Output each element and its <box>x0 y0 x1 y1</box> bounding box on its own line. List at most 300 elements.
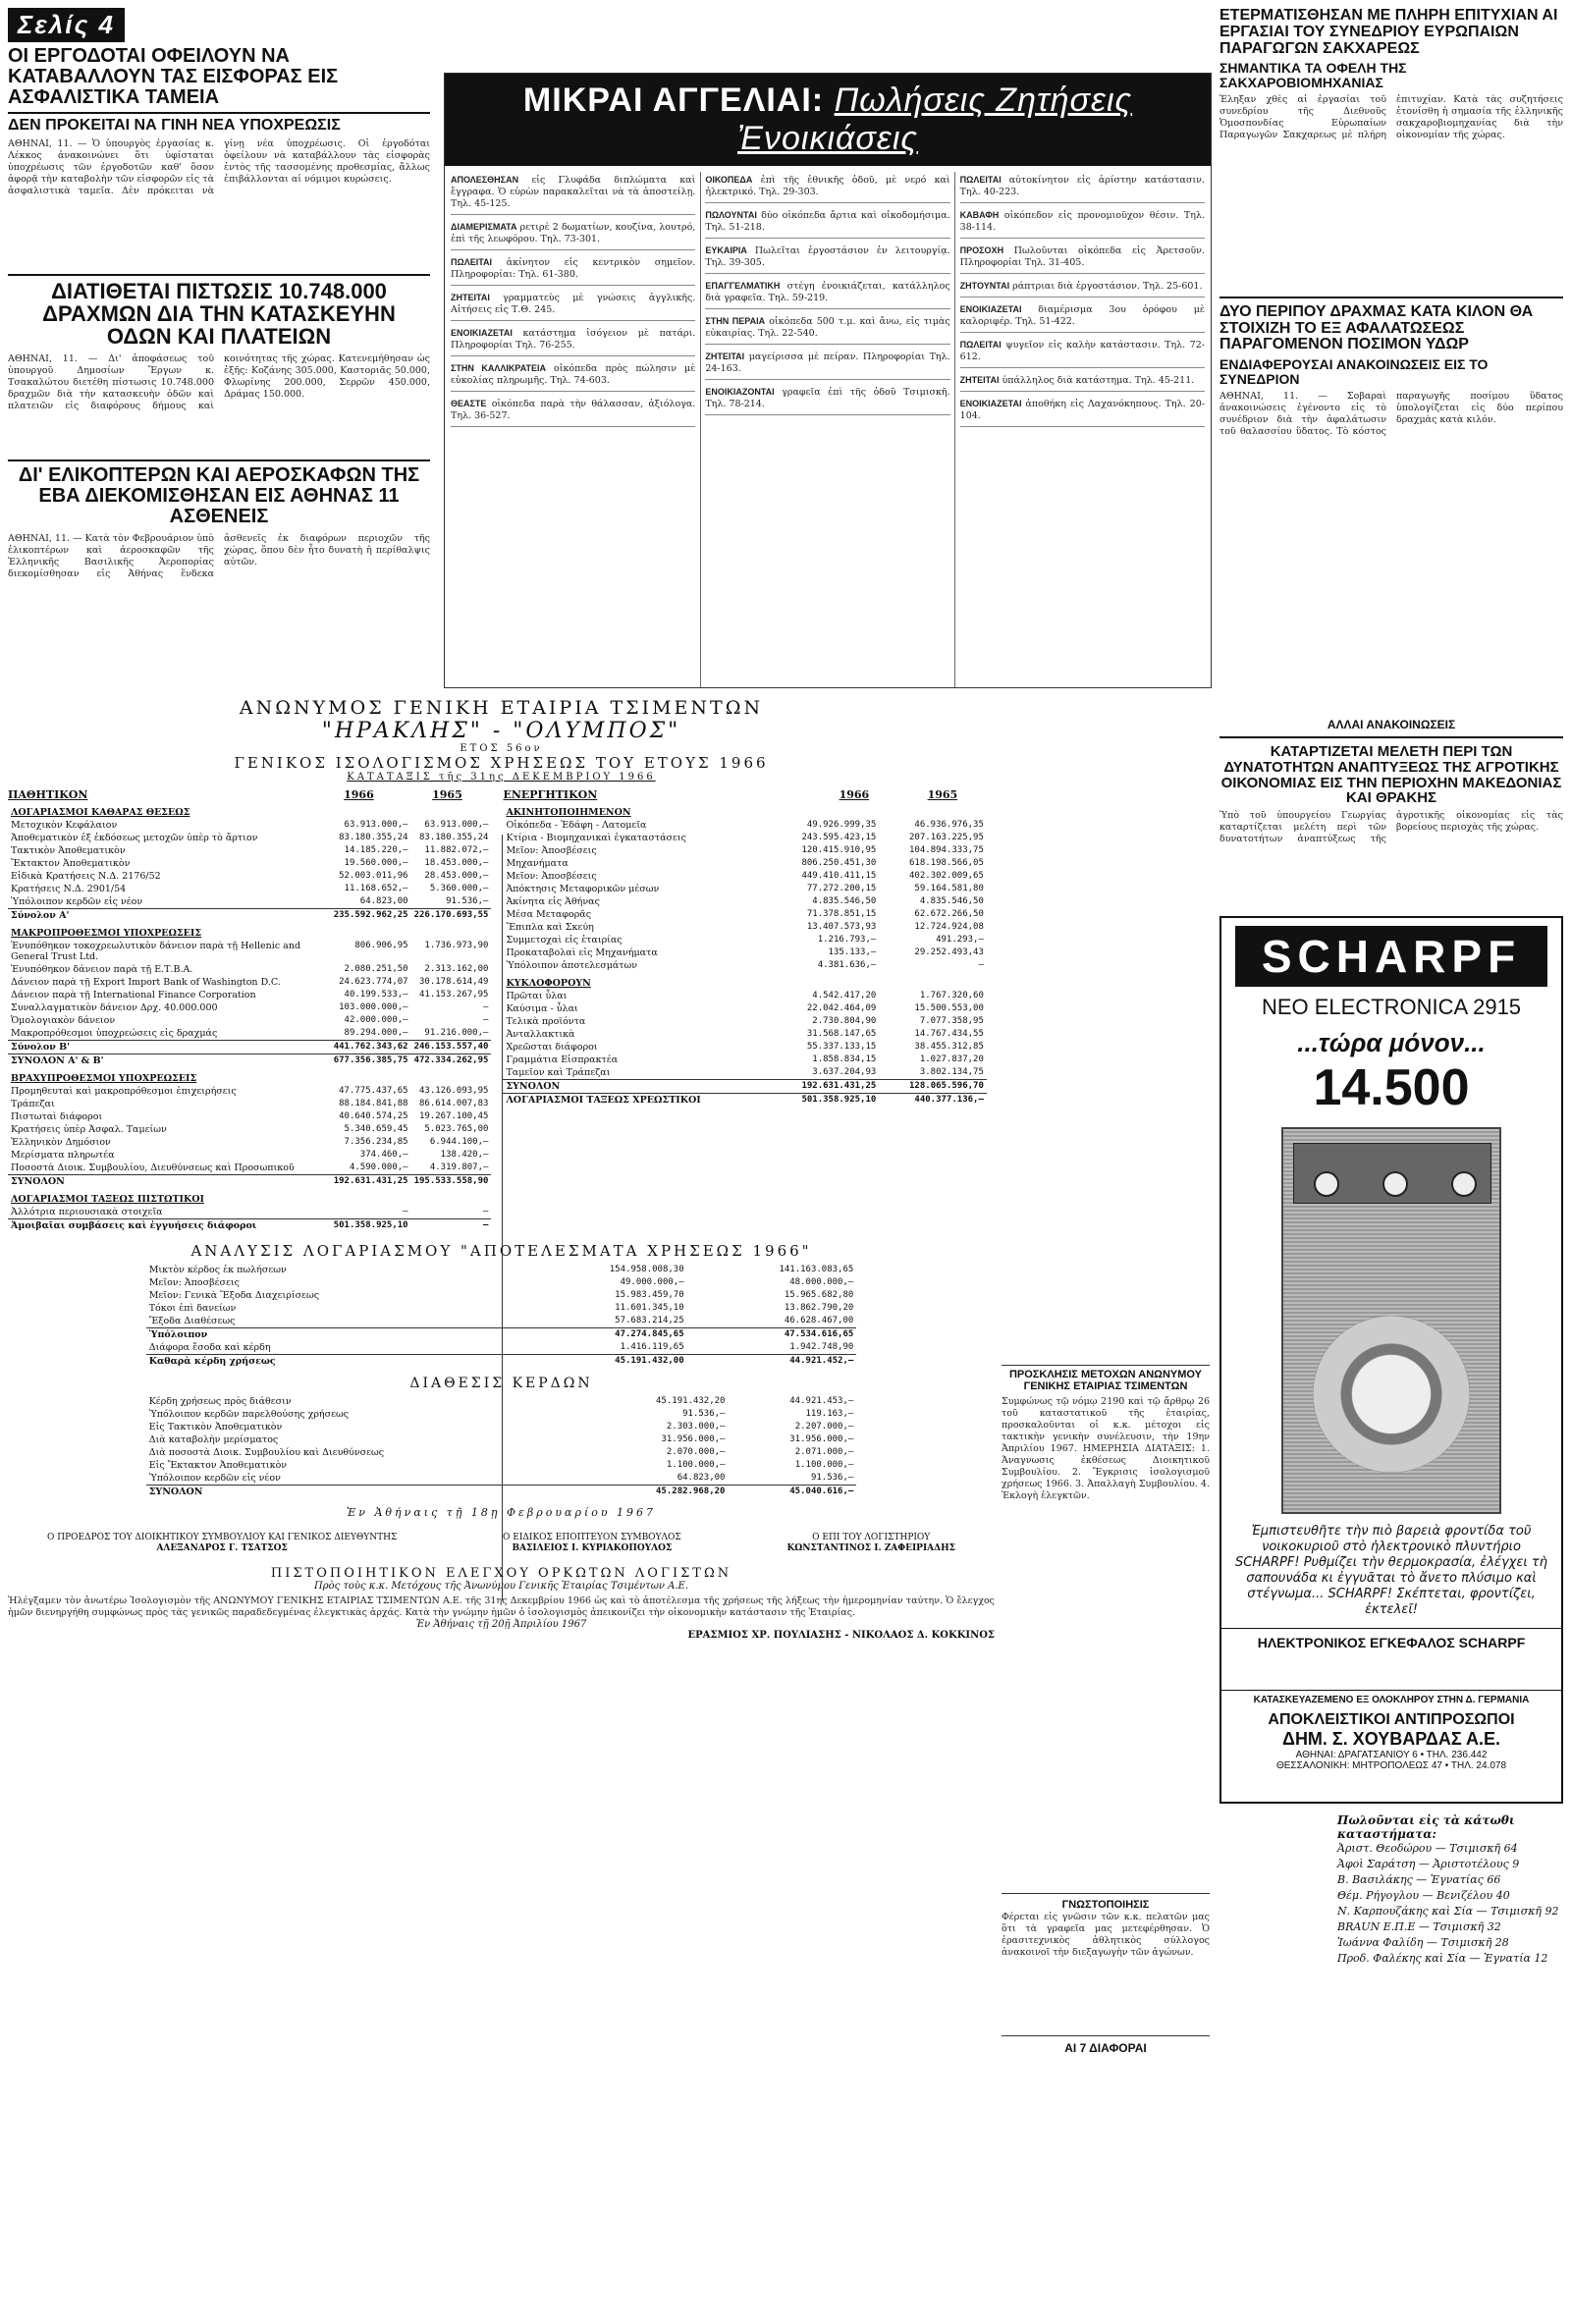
classified-ad-text: εἰς Γλυφάδα διπλώματα καὶ ἔγγραφα. Ὁ εὑρὼν παρακαλεῖται νὰ τὰ ἀποστείλῃ. Τηλ. 45-125. <box>451 175 696 209</box>
pl-title: ΑΝΑΛΥΣΙΣ ΛΟΓΑΡΙΑΣΜΟΥ "ΑΠΟΤΕΛΕΣΜΑΤΑ ΧΡΗΣΕΩΣ 1966" <box>190 1242 812 1260</box>
company-year: ΕΤΟΣ 56ον <box>460 743 543 754</box>
scharpf-model: ΝΕΟ ELECTRONICA 2915 <box>1261 995 1522 1020</box>
balance-row <box>8 922 491 940</box>
row-label: Ἀνταλλακτικὰ <box>506 1029 575 1040</box>
passive-side <box>8 788 491 1232</box>
classified-ad-heading: ΠΡΟΣΟΧΗ <box>959 245 1004 255</box>
balance-row <box>8 801 491 819</box>
row-label: Ὑπόλοιπον κερδῶν εἰς νέον <box>11 896 143 907</box>
classified-ad <box>960 278 1205 297</box>
classified-ad <box>451 360 695 392</box>
classified-ad <box>960 396 1205 427</box>
value-1966: 47.775.437,65 <box>339 1086 408 1096</box>
value-1965: 7.077.358,95 <box>919 1016 984 1026</box>
classified-ad <box>451 290 695 321</box>
value-1966: 806.250.451,30 <box>801 858 877 868</box>
value-1965: 1.736.973,90 <box>424 941 489 950</box>
balance-row <box>8 844 491 857</box>
value-1966: 4.542.417,20 <box>812 991 877 1000</box>
classified-ad <box>451 219 695 250</box>
row-label: ΣΥΝΟΛΟΝ <box>8 1175 331 1189</box>
value-1966: 192.631.431,25 <box>331 1175 411 1189</box>
balance-row <box>8 1027 491 1041</box>
classifieds-title: ΜΙΚΡΑΙ ΑΓΓΕΛΙΑΙ: <box>522 81 825 119</box>
active-side <box>503 788 986 1232</box>
balance-row <box>8 1041 491 1054</box>
balance-row <box>8 1136 491 1149</box>
balance-row <box>8 1206 491 1219</box>
value-1965: — <box>483 1015 489 1025</box>
balance-row <box>8 819 491 832</box>
right-column <box>1219 8 1563 2315</box>
value-1965: 19.267.100,45 <box>418 1111 489 1121</box>
balance-row <box>503 1094 986 1108</box>
col-1966-heading-active: 1966 <box>839 788 870 801</box>
value-1965: 48.000.000,— <box>789 1277 854 1287</box>
classified-ad-heading: ΕΝΟΙΚΙΑΖΕΤΑΙ <box>959 304 1022 314</box>
value-1965: 4.319.807,— <box>429 1162 489 1172</box>
value-1966 <box>772 972 880 990</box>
value-1965: — <box>411 1219 492 1233</box>
left-column <box>8 8 430 685</box>
classified-ad-text: ἀκίνητον εἰς κεντρικὸν σημεῖον. Πληροφορίαι: Τηλ. 61-380. <box>451 257 696 280</box>
row-label: ΚΥΚΛΟΦΟΡΟΥΝ <box>506 978 591 989</box>
value-1966: 14.185.220,— <box>344 845 408 855</box>
value-1966: 64.823,00 <box>677 1473 726 1483</box>
value-1966: 64.823,00 <box>359 896 408 906</box>
row-label: Καθαρὰ κέρδη χρήσεως <box>146 1355 517 1369</box>
row-label: Μεῖον: Ἀποσβέσεις <box>506 845 597 856</box>
value-1965: 46.628.467,00 <box>784 1316 854 1325</box>
value-1966: 13.407.573,93 <box>806 922 877 932</box>
row-label: ΣΥΝΟΛΟΝ <box>146 1486 590 1499</box>
classified-ad-heading: ΔΙΑΜΕΡΙΣΜΑΤΑ <box>451 222 517 232</box>
dealers-title: Πωλοῦνται εἰς τὰ κάτωθι καταστήματα: <box>1337 1813 1515 1842</box>
row-label: ΑΚΙΝΗΤΟΠΟΙΗΜΕΝΟΝ <box>506 807 631 818</box>
balance-row <box>8 1085 491 1098</box>
value-1965: 18.453.000,— <box>424 858 489 868</box>
value-1966: 45.191.432,00 <box>517 1355 687 1369</box>
row-label: Μικτὸν κέρδος ἐκ πωλήσεων <box>148 1265 287 1275</box>
value-1966: 2.080.251,50 <box>344 964 408 974</box>
dealer-item: Ν. Καρπουζάκης καὶ Σία — Τσιμισκῆ 92 <box>1337 1905 1559 1919</box>
balance-row <box>503 857 986 870</box>
value-1966: 45.282.968,20 <box>590 1486 729 1499</box>
value-1965 <box>411 801 492 819</box>
classified-ad-text: ὑπάλληλος διὰ κατάστημα. Τηλ. 45-211. <box>1002 375 1195 386</box>
value-1966: 57.683.214,25 <box>615 1316 684 1325</box>
classified-ad <box>705 172 949 203</box>
row-label: Κρατήσεις ὑπὲρ Ἀσφαλ. Ταμείων <box>11 1124 167 1135</box>
value-1966: 88.184.841,88 <box>339 1099 408 1108</box>
row-label: Δάνειον παρὰ τῇ International Finance Corporation <box>11 990 256 1000</box>
balance-row <box>503 908 986 921</box>
row-label: Διὰ ποσοστὰ Διοικ. Συμβουλίου καὶ Διευθύνσεως <box>148 1447 385 1458</box>
scharpf-price: 14.500 <box>1313 1059 1470 1117</box>
col-1966-heading: 1966 <box>344 788 374 801</box>
value-1966: 7.356.234,85 <box>344 1137 408 1147</box>
value-1966: 40.199.533,— <box>344 990 408 1000</box>
value-1966: 19.560.000,— <box>344 858 408 868</box>
value-1966: 89.294.000,— <box>344 1028 408 1038</box>
value-1965: 14.767.434,55 <box>914 1029 984 1039</box>
row-label: Εἰς Τακτικὸν Ἀποθεματικὸν <box>148 1422 283 1432</box>
classified-ad-heading: ΕΥΚΑΙΡΙΑ <box>705 245 747 255</box>
balance-row <box>8 1054 491 1068</box>
value-1966: 77.272.200,15 <box>806 884 877 893</box>
balance-row <box>503 972 986 990</box>
balance-row <box>8 976 491 989</box>
classified-ad-text: Πωλεῖται ἐργοστάσιον ἐν λειτουργίᾳ. Τηλ. 39-305. <box>705 245 950 268</box>
value-1966 <box>331 1188 411 1206</box>
row-label: Ὁμολογιακὸν δάνειον <box>11 1015 116 1026</box>
balance-row <box>503 832 986 844</box>
value-1965: 226.170.693,55 <box>411 909 492 923</box>
classified-ad-text: οἰκόπεδα παρὰ τὴν θάλασσαν, ἀξιόλογα. Τηλ. 36-527. <box>451 399 696 421</box>
value-1965 <box>411 1188 492 1206</box>
classified-ad-text: ψυγεῖον εἰς καλὴν κατάστασιν. Τηλ. 72-612. <box>959 340 1205 362</box>
value-1965: 1.027.837,20 <box>919 1054 984 1064</box>
value-1965: 31.956.000,— <box>789 1434 854 1444</box>
balance-row <box>503 959 986 972</box>
dial-icon <box>1314 1171 1339 1197</box>
value-1966: 11.168.652,— <box>344 884 408 893</box>
balance-row <box>503 921 986 934</box>
scharpf-rep-addr2: ΘΕΣΣΑΛΟΝΙΚΗ: ΜΗΤΡΟΠΟΛΕΩΣ 47 • ΤΗΛ. 24.078 <box>1275 1760 1507 1772</box>
value-1965: 3.802.134,75 <box>919 1067 984 1077</box>
sig-name: ΑΛΕΞΑΝΔΡΟΣ Γ. ΤΣΑΤΣΟΣ <box>156 1543 288 1553</box>
value-1966: 71.378.851,15 <box>806 909 877 919</box>
balance-row <box>8 1162 491 1175</box>
classified-ad-text: γραφεῖα ἐπὶ τῆς ὁδοῦ Τσιμισκῆ. Τηλ. 78-214. <box>705 387 950 409</box>
row-label: Ἐνυπόθηκον τοκοχρεωλυτικὸν δάνειον παρὰ τῇ Hellenic and General Trust Ltd. <box>11 941 301 962</box>
value-1966: 11.601.345,10 <box>615 1303 684 1313</box>
balance-row <box>8 895 491 909</box>
balance-row <box>8 883 491 895</box>
value-1966: 374.460,— <box>359 1150 408 1160</box>
value-1965: 6.944.100,— <box>429 1137 489 1147</box>
classifieds-banner <box>445 74 1211 166</box>
row-label: Μετοχικὸν Κεφάλαιον <box>11 820 118 831</box>
classified-ad <box>451 254 695 286</box>
value-1965: 45.040.616,— <box>728 1486 856 1499</box>
balance-row <box>503 819 986 832</box>
value-1965: 5.360.000,— <box>429 884 489 893</box>
row-label: Ταμεῖον καὶ Τράπεζαι <box>506 1067 611 1078</box>
value-1966: 4.835.546,50 <box>812 896 877 906</box>
value-1965: 59.164.581,80 <box>914 884 984 893</box>
value-1965: 12.724.924,08 <box>914 922 984 932</box>
classified-ad <box>960 301 1205 333</box>
value-1966: 31.956.000,— <box>661 1434 726 1444</box>
dealer-item: Προδ. Φαλέκης καὶ Σία — Ἐγνατία 12 <box>1337 1952 1548 1966</box>
row-label: Μερίσματα πληρωτέα <box>11 1150 115 1161</box>
balance-row <box>8 1219 491 1233</box>
value-1965 <box>411 1067 492 1085</box>
value-1965: — <box>978 960 984 970</box>
value-1965: 195.533.558,90 <box>411 1175 492 1189</box>
classified-ad <box>451 325 695 356</box>
balance-row <box>503 1015 986 1028</box>
value-1965: 28.453.000,— <box>424 871 489 881</box>
value-1965: 491.293,— <box>936 935 984 945</box>
row-label: Ἔπιπλα καὶ Σκεύη <box>506 922 594 933</box>
row-label: Ἐνυπόθηκον δάνειον παρὰ τῇ Ε.Τ.Β.Α. <box>11 964 193 975</box>
row-label: Ἀλλότρια περιουσιακὰ στοιχεῖα <box>11 1207 163 1217</box>
classifieds-section <box>444 73 1212 688</box>
classified-ad <box>705 243 949 274</box>
classified-ad-text: αὐτοκίνητον εἰς ἀρίστην κατάστασιν. Τηλ. 40-223. <box>959 175 1205 197</box>
sig-role: Ο ΕΙΔΙΚΟΣ ΕΠΟΠΤΕΥΟΝ ΣΥΜΒΟΥΛΟΣ <box>503 1533 681 1542</box>
classified-ad <box>705 278 949 309</box>
shareholders-title: ΠΡΟΣΚΛΗΣΙΣ ΜΕΤΟΧΩΝ ΑΝΩΝΥΜΟΥ ΓΕΝΙΚΗΣ ΕΤΑΙΡΙΑΣ ΤΣΙΜΕΝΤΩΝ <box>1008 1369 1203 1392</box>
right-story2-box-title: ΑΛΛΑΙ ΑΝΑΚΟΙΝΩΣΕΙΣ <box>1327 717 1456 731</box>
value-1965: 91.536,— <box>810 1473 854 1483</box>
value-1966 <box>331 801 411 819</box>
value-1966: 135.133,— <box>828 947 877 957</box>
value-1965: 402.302.009,65 <box>909 871 984 881</box>
value-1965: 4.835.546,50 <box>919 896 984 906</box>
row-label: ΣΥΝΟΛΟΝ <box>503 1080 771 1094</box>
row-label: ΛΟΓΑΡΙΑΣΜΟΙ ΚΑΘΑΡΑΣ ΘΕΣΕΩΣ <box>11 807 190 818</box>
balance-row <box>8 1067 491 1085</box>
classified-ad-heading: ΚΑΒΑΦΗ <box>959 210 1000 220</box>
row-label: Μεῖον: Ἀποσβέσεις <box>148 1277 240 1288</box>
classified-ad <box>960 337 1205 368</box>
classified-ad-heading: ΠΩΛΕΙΤΑΙ <box>959 175 1002 185</box>
notice-body: Φέρεται εἰς γνῶσιν τῶν κ.κ. πελατῶν μας ὅτι τὰ γραφεῖα μας μετεφέρθησαν. Ὁ ἐρασιτεχνικὸς ἀθλητικὸς σύλλογος ἀνακοινοῖ τὴν διεξαγωγὴν τῶν ἀγώνων. <box>1002 1911 1210 1958</box>
row-label: ΛΟΓΑΡΙΑΣΜΟΙ ΤΑΞΕΩΣ ΠΙΣΤΩΤΙΚΟΙ <box>11 1194 204 1205</box>
balance-row <box>8 989 491 1001</box>
right-story1-body: Ἐληξαν χθὲς αἱ ἐργασίαι τοῦ συνεδρίου τῆς Διεθνοῦς Ὁμοσπονδίας Εὐρωπαίων Παραγωγῶν Σακχαρεως μὲ πλήρη ἐπιτυχίαν. Κατὰ τὰς συζητήσεις ἐτονίσθη ἡ σημασία τῆς ἑλληνικῆς σακχαροβιομηχανίας διὰ τὴν οἰκονομίαν τῆς χώρας. <box>1219 93 1563 140</box>
classifieds-subtitle: Πωλήσεις Ζητήσεις Ἐνοικιάσεις <box>737 81 1133 157</box>
value-1965: 83.180.355,24 <box>418 833 489 842</box>
row-label: Μακροπρόθεσμοι ὑποχρεώσεις εἰς δραχμάς <box>11 1028 218 1039</box>
value-1966: 55.337.133,15 <box>806 1042 877 1052</box>
classified-ad-heading: ΖΗΤΟΥΝΤΑΙ <box>959 281 1010 291</box>
balance-row <box>8 1098 491 1110</box>
value-1966: 31.568.147,65 <box>806 1029 877 1039</box>
value-1966: 501.358.925,10 <box>331 1219 411 1233</box>
classified-ad-heading: ΕΠΑΓΓΕΛΜΑΤΙΚΗ <box>705 281 781 291</box>
balance-row <box>8 1014 491 1027</box>
classified-ad-text: μαγείρισσα μὲ πείραν. Πληροφορίαι Τηλ. 24-163. <box>705 351 950 374</box>
shareholders-body: Συμφώνως τῷ νόμῳ 2190 καὶ τῷ ἄρθρῳ 26 τοῦ καταστατικοῦ τῆς ἑταιρίας, προσκαλοῦνται οἱ κ.κ. μέτοχοι εἰς τακτικὴν γενικὴν συνέλευσιν, τὴν 19ην Ἀπριλίου 1967. ΗΜΕΡΗΣΙΑ ΔΙΑΤΑΞΙΣ: 1. Ἀναγνωσις ἐκθέσεως Διοικητικοῦ Συμβουλίου. 2. Ἔγκρισις ἰσολογισμοῦ χρήσεως 1966. 3. Ἀπαλλαγὴ Συμβουλίου. 4. Ἐκλογὴ ἐλεγκτῶν. <box>1002 1396 1210 1502</box>
balance-row <box>503 1054 986 1066</box>
classified-ad-heading: ΠΩΛΕΙΤΑΙ <box>451 257 493 267</box>
balance-row <box>8 857 491 870</box>
balance-row <box>503 1041 986 1054</box>
right-story1-subhead: ΣΗΜΑΝΤΙΚΑ ΤΑ ΟΦΕΛΗ ΤΗΣ ΣΑΚΧΑΡΟΒΙΟΜΗΧΑΝΙΑΣ <box>1219 60 1407 91</box>
story1-body: ΑΘΗΝΑΙ, 11. — Ὁ ὑπουργὸς ἐργασίας κ. Λέκκος ἀνακοινώνει ὅτι ὑφίσταται ὑποχρέωσις τῶν ἐργοδοτῶν καθ' ὅσον ἀφορᾷ τὴν καταβολὴν τῶν εἰσφορῶν εἰς τὰ ἀσφαλιστικὰ ταμεῖα. Δὲν πρόκειται νὰ γίνῃ νέα ὑποχρέωσις. Οἱ ἐργοδόται ὀφείλουν νὰ καταβάλλουν τὰς εἰσφορὰς ἐντὸς τῆς τασσομένης προθεσμίας, ἄλλως ἐπιβάλλονται αἱ νόμιμοι κυρώσεις. <box>8 137 430 196</box>
balance-row <box>8 1110 491 1123</box>
dealers-list <box>1337 1841 1563 1967</box>
row-label: Πρῶται ὗλαι <box>506 991 568 1001</box>
control-panel <box>1293 1143 1491 1204</box>
washing-machine-image <box>1281 1127 1501 1514</box>
balance-row <box>8 963 491 976</box>
balance-row <box>8 1188 491 1206</box>
scharpf-promo: Ἐμπιστευθῆτε τὴν πιὸ βαρειὰ φροντίδα τοῦ νοικοκυριοῦ στὸ ἠλεκτρονικὸ πλυντήριο SCHARPF! Ρυθμίζει τὴν θερμοκρασία, ἐλέγχει τὴ σαπουνάδα κι ἐγγυᾶται τὸ ἄνετο πλύσιμο καὶ στέγνωμα... SCHARPF! Σκέπτεται, φροντίζει, ἐκτελεῖ! <box>1235 1524 1547 1618</box>
right-story3-body: Ὑπὸ τοῦ ὑπουργείου Γεωργίας καταρτίζεται μελέτη περὶ τῶν δυνατοτήτων ἀναπτύξεως τῆς ἀγροτικῆς οἰκονομίας εἰς τὰς βορείους περιοχὰς τῆς χώρας. <box>1219 810 1563 845</box>
value-1965: 119.163,— <box>805 1409 854 1419</box>
classified-ad <box>960 243 1205 274</box>
value-1966: 42.000.000,— <box>344 1015 408 1025</box>
value-1965: 13.862.790,20 <box>784 1303 854 1313</box>
scharpf-logo: SCHARPF <box>1235 926 1547 987</box>
right-story2-subhead: ΕΝΔΙΑΦΕΡΟΥΣΑΙ ΑΝΑΚΟΙΝΩΣΕΙΣ ΕΙΣ ΤΟ ΣΥΝΕΔΡΙΟΝ <box>1219 356 1489 387</box>
value-1965: 38.455.312,85 <box>914 1042 984 1052</box>
balance-row <box>503 1066 986 1080</box>
balance-row <box>8 1001 491 1014</box>
story3-headline: ΔΙ' ΕΛΙΚΟΠΤΕΡΩΝ ΚΑΙ ΑΕΡΟΣΚΑΦΩΝ ΤΗΣ ΕΒΑ ΔΙΕΚΟΜΙΣΘΗΣΑΝ ΕΙΣ ΑΘΗΝΑΣ 11 ΑΣΘΕΝΕΙΣ <box>18 464 420 528</box>
value-1966: 2.303.000,— <box>666 1422 726 1432</box>
value-1966: 1.216.793,— <box>817 935 877 945</box>
row-label: Εἰδικὰ Κρατήσεις Ν.Δ. 2176/52 <box>11 871 161 882</box>
balance-row <box>503 844 986 857</box>
classified-ad <box>705 313 949 345</box>
page-number-logo <box>8 8 430 42</box>
audit-title: ΠΙΣΤΟΠΟΙΗΤΙΚΟΝ ΕΛΕΓΧΟΥ ΟΡΚΩΤΩΝ ΛΟΓΙΣΤΩΝ <box>270 1566 732 1581</box>
row-label: Ἔξοδα Διαθέσεως <box>148 1316 236 1326</box>
classified-ad-text: Πωλοῦνται οἰκόπεδα εἰς Ἀρετσοῦν. Πληροφορίαι Τηλ. 31-405. <box>959 245 1205 268</box>
classified-ad-text: ράπτριαι διὰ ἐργοστάσιον. Τηλ. 25-601. <box>1012 281 1203 292</box>
value-1966 <box>331 922 411 940</box>
balance-row <box>503 870 986 883</box>
classified-ad-heading: ΠΩΛΟΥΝΤΑΙ <box>705 210 757 220</box>
value-1965: 62.672.266,50 <box>914 909 984 919</box>
row-label: Μηχανήματα <box>506 858 569 869</box>
balance-row <box>8 870 491 883</box>
value-1966: 120.415.910,95 <box>801 845 877 855</box>
value-1966: 49.000.000,— <box>620 1277 684 1287</box>
row-label: Ποσοστὰ Διοικ. Συμβουλίου, Διευθύνσεως καὶ Προσωπικοῦ <box>11 1162 295 1173</box>
value-1966: 83.180.355,24 <box>339 833 408 842</box>
story2-body: ΑΘΗΝΑΙ, 11. — Δι' ἀποφάσεως τοῦ ὑπουργοῦ Δημοσίων Ἔργων κ. Τσακαλώτου διετέθη πίστωσις 10.748.000 δραχμῶν διὰ τὴν κατασκευὴν ὁδῶν καὶ πλατειῶν εἰς διαφόρους δήμους καὶ κοινότητας τῆς χώρας. Κατενεμήθησαν ὡς ἑξῆς: Κοζάνης 305.000, Καστοριᾶς 50.000, Φλωρίνης 200.000, Σερρῶν 450.000, Δράμας 150.000. <box>8 353 430 412</box>
classified-ad <box>705 384 949 415</box>
row-label: Ὑπόλοιπον κερδῶν εἰς νέον <box>148 1473 281 1484</box>
dealer-item: BRAUN E.П.E — Τσιμισκῆ 32 <box>1337 1920 1501 1934</box>
value-1966: 501.358.925,10 <box>772 1094 880 1108</box>
value-1965: — <box>483 1207 489 1216</box>
balance-row <box>503 883 986 895</box>
balance-row <box>503 895 986 908</box>
right-story2-headline: ΔΥΟ ΠΕΡΙΠΟΥ ΔΡΑΧΜΑΣ ΚΑΤΑ ΚΙΛΟΝ ΘΑ ΣΤΟΙΧΙΖΗ ΤΟ ΕΞ ΑΦΑΛΑΤΩΣΕΩΣ ΠΑΡΑΓΟΜΕΝΟΝ ΠΟΣΙΜΟΝ ΥΔΩΡ <box>1219 302 1534 353</box>
value-1965: 46.936.976,35 <box>914 820 984 830</box>
scharpf-rep-addr1: ΑΘΗΝΑΙ: ΔΡΑΓΑΤΣΑΝΙΟΥ 6 • ΤΗΛ. 236.442 <box>1295 1750 1488 1761</box>
balance-row <box>8 1149 491 1162</box>
classified-ad <box>705 349 949 380</box>
value-1966: 1.858.834,15 <box>812 1054 877 1064</box>
row-label: Διάφορα ἔσοδα καὶ κέρδη <box>148 1342 271 1353</box>
row-label: Ὑπόλοιπον κερδῶν παρελθούσης χρήσεως <box>148 1409 350 1420</box>
balance-row <box>8 1123 491 1136</box>
value-1965: 1.100.000,— <box>794 1460 854 1470</box>
row-label: ΜΑΚΡΟΠΡΟΘΕΣΜΟΙ ΥΠΟΧΡΕΩΣΕΙΣ <box>11 928 202 939</box>
value-1966: 677.356.385,75 <box>331 1054 411 1068</box>
classified-ad-heading: ΖΗΤΕΙΤΑΙ <box>451 293 490 302</box>
audit-body: Ἠλέγξαμεν τὸν ἀνωτέρω Ἰσολογισμὸν τῆς ΑΝΩΝΥΜΟΥ ΓΕΝΙΚΗΣ ΕΤΑΙΡΙΑΣ ΤΣΙΜΕΝΤΩΝ Α.Ε. τῆς 31ης Δεκεμβρίου 1966 ὡς καὶ τὸ ἀποτέλεσμα τῆς χρήσεως τῆς λήξεως τὴν ἡμερομηνίαν ταύτην. Ὁ ἔλεγχος ἡμῶν διενηργήθη συμφώνως πρὸς τὰς γενικῶς παραδεδεγμένας ἐλεγκτικὰς ἀρχάς. Κατὰ τὴν γνώμην ἡμῶν ὁ ἰσολογισμὸς ἀπεικονίζει τὴν οἰκονομικὴν κατάστασιν τῆς Ἑταιρίας. <box>8 1595 995 1618</box>
value-1966: 47.274.845,65 <box>517 1328 687 1342</box>
classified-ad-text: οἰκόπεδα πρὸς πώλησιν μὲ εὐκολίας πληρωμῆς. Τηλ. 74-603. <box>451 363 696 386</box>
row-label: Σύνολον Α' <box>8 909 331 923</box>
value-1965: 91.536,— <box>446 896 489 906</box>
balance-row <box>503 990 986 1002</box>
audit-date: Ἐν Ἀθήναις τῇ 20ῇ Ἀπριλίου 1967 <box>415 1619 587 1630</box>
scharpf-made-in: ΚΑΤΑΣΚΕΥΑΖΕΜΕΝΟ ΕΞ ΟΛΟΚΛΗΡΟΥ ΣΤΗΝ Δ. ΓΕΡΜΑΝΙΑ <box>1221 1690 1561 1705</box>
row-label: Μεῖον: Ἀποσβέσεις <box>506 871 597 882</box>
value-1966 <box>772 801 880 819</box>
classified-ad <box>960 372 1205 392</box>
value-1965: 43.126.093,95 <box>418 1086 489 1096</box>
value-1966: 243.595.423,15 <box>801 833 877 842</box>
row-label: Ἀπόκτησις Μεταφορικῶν μέσων <box>506 884 660 894</box>
row-label: Τακτικὸν Ἀποθεματικὸν <box>11 845 126 856</box>
classified-ad-text: γραμματεὺς μὲ γνώσεις ἀγγλικῆς. Αἰτήσεις εἰς Τ.Θ. 245. <box>451 293 696 315</box>
drum-door <box>1313 1316 1470 1473</box>
distribution-title: ΔΙΑΘΕΣΙΣ ΚΕΡΔΩΝ <box>409 1376 593 1391</box>
row-label: Μέσα Μεταφορᾶς <box>506 909 592 920</box>
classified-ads-list <box>445 166 1211 688</box>
value-1965: 29.252.493,43 <box>914 947 984 957</box>
value-1966: 4.381.636,— <box>817 960 877 970</box>
dealer-item: Θέμ. Ρήγογλου — Βενιζέλου 40 <box>1337 1889 1510 1903</box>
sheet-date: ΚΑΤΑΤΑΞΙΣ τῆς 31ης ΔΕΚΕΜΒΡΙΟΥ 1966 <box>347 772 656 783</box>
company-name: ΑΝΩΝΥΜΟΣ ΓΕΝΙΚΗ ΕΤΑΙΡΙΑ ΤΣΙΜΕΝΤΩΝ <box>239 697 764 719</box>
balance-row <box>8 832 491 844</box>
value-1965: 11.882.072,— <box>424 845 489 855</box>
row-label: Κέρδη χρήσεως πρὸς διάθεσιν <box>148 1396 292 1407</box>
value-1965: 2.207.000,— <box>794 1422 854 1432</box>
classified-ad-text: ἀποθήκη εἰς Λαχανόκηπους. Τηλ. 20-104. <box>959 399 1205 421</box>
classified-ad-heading: ΕΝΟΙΚΙΑΖΕΤΑΙ <box>451 328 513 338</box>
row-label: Καύσιμα - ὗλαι <box>506 1003 578 1014</box>
classified-ad-text: στέγη ἐνοικιάζεται, κατάλληλος διὰ γραφεῖα. Τηλ. 59-219. <box>705 281 950 303</box>
value-1965: 41.153.267,95 <box>418 990 489 1000</box>
classified-ad-text: κατάστημα ἰσόγειον μὲ πατάρι. Πληροφορίαι Τηλ. 76-255. <box>451 328 696 351</box>
date-line: Ἐν Ἀθήναις τῇ 18ῃ Φεβρουαρίου 1967 <box>346 1506 657 1519</box>
value-1965: 47.534.616,65 <box>687 1328 857 1342</box>
classified-ad-text: οἰκόπεδα 500 τ.μ. καὶ ἄνω, εἰς τιμὰς εὐκαιρίας. Τηλ. 22-540. <box>705 316 950 339</box>
row-label: Προμηθευταὶ καὶ μακροπρόθεσμοι ἐπιχειρήσεις <box>11 1086 237 1097</box>
value-1966: — <box>403 1207 408 1216</box>
passive-heading: ΠΑΘΗΤΙΚΟΝ <box>8 788 88 801</box>
value-1965: 440.377.136,— <box>879 1094 987 1108</box>
row-label: Ἑλληνικὸν Δημόσιον <box>11 1137 111 1148</box>
classified-ad <box>960 207 1205 239</box>
audit-subtitle: Πρὸς τοὺς κ.κ. Μετόχους τῆς Ἀνωνύμου Γενικῆς Ἑταιρίας Τσιμέντων Α.Ε. <box>313 1581 689 1592</box>
value-1965: 2.071.000,— <box>794 1447 854 1457</box>
row-label: Ἔκτακτον Ἀποθεματικὸν <box>11 858 131 869</box>
sig-role: Ο ΠΡΟΕΔΡΟΣ ΤΟΥ ΔΙΟΙΚΗΤΙΚΟΥ ΣΥΜΒΟΥΛΙΟΥ ΚΑΙ ΓΕΝΙΚΟΣ ΔΙΕΥΘΥΝΤΗΣ <box>47 1533 398 1542</box>
row-label: Τελικὰ προϊόντα <box>506 1016 586 1027</box>
classified-ad-text: οἰκόπεδον εἰς προνομιοῦχον θέσιν. Τηλ. 38-114. <box>959 210 1205 233</box>
balance-row <box>8 909 491 923</box>
value-1966: 63.913.000,— <box>344 820 408 830</box>
col-1965-heading-active: 1965 <box>927 788 958 801</box>
story2-headline: ΔΙΑΤΙΘΕΤΑΙ ΠΙΣΤΩΣΙΣ 10.748.000 ΔΡΑΧΜΩΝ ΔΙΑ ΤΗΝ ΚΑΤΑΣΚΕΥΗΝ ΟΔΩΝ ΚΑΙ ΠΛΑΤΕΙΩΝ <box>42 278 396 349</box>
row-label: ΒΡΑΧΥΠΡΟΘΕΣΜΟΙ ΥΠΟΧΡΕΩΣΕΙΣ <box>11 1073 197 1084</box>
value-1965: 618.198.566,05 <box>909 858 984 868</box>
col-1965-heading: 1965 <box>432 788 462 801</box>
row-label: ΣΥΝΟΛΟΝ Α' & Β' <box>8 1054 331 1068</box>
row-label: Πιστωταὶ διάφοροι <box>11 1111 103 1122</box>
classified-ad <box>960 172 1205 203</box>
value-1965: 15.965.682,80 <box>784 1290 854 1300</box>
value-1966: 235.592.962,25 <box>331 909 411 923</box>
value-1965: 246.153.557,40 <box>411 1041 492 1054</box>
row-label: Χρεῶσται διάφοροι <box>506 1042 598 1053</box>
